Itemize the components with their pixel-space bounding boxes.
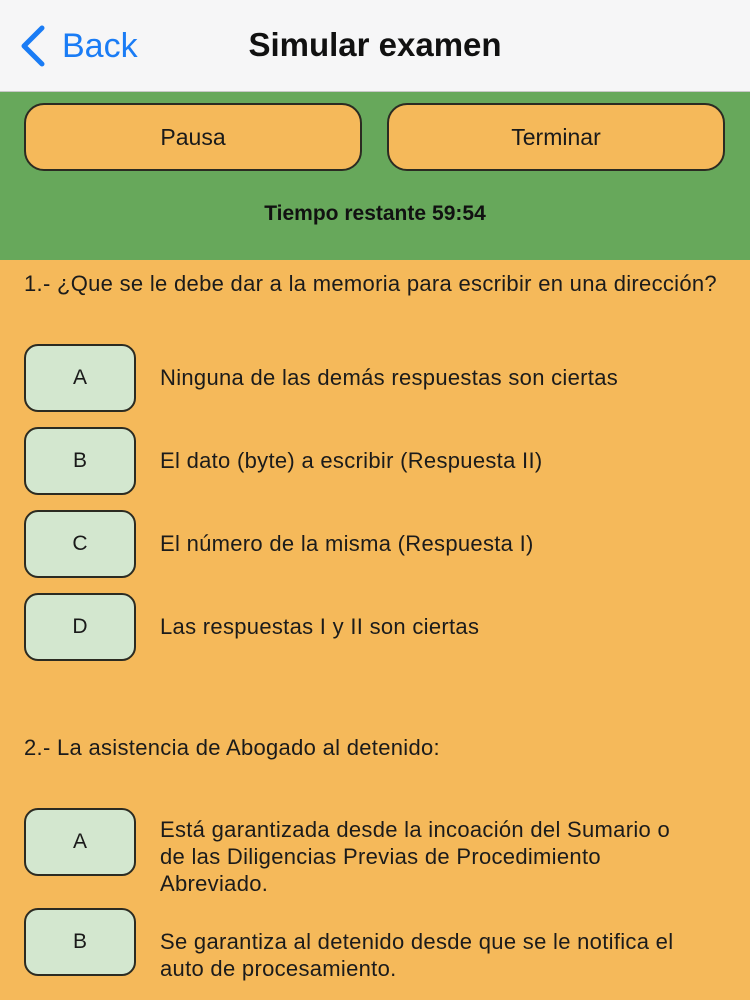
answer-button-c[interactable]: C (24, 510, 136, 578)
question-1-option-b (24, 427, 724, 495)
answer-text: Ninguna de las demás respuestas son ciertas (160, 365, 619, 390)
answer-text: Se garantiza al detenido desde que se le notifica el auto de procesamiento. (160, 929, 674, 981)
navigation-bar (0, 0, 750, 92)
answer-text: El número de la misma (Respuesta I) (160, 531, 534, 556)
timer-label: Tiempo restante (264, 202, 427, 225)
answer-text: Está garantizada desde la incoación del Sumario o de las Diligencias Previas de Procedimiento Abreviado. (160, 817, 671, 896)
pause-button[interactable]: Pausa (24, 103, 362, 171)
question-2-option-b (24, 908, 724, 981)
back-label: Back (62, 26, 138, 65)
finish-button[interactable]: Terminar (387, 103, 725, 171)
answer-button-d[interactable]: D (24, 593, 136, 661)
page-title: Simular examen (248, 26, 502, 63)
question-1-text: 1.- ¿Que se le debe dar a la memoria para escribir en una dirección? (24, 271, 717, 296)
question-2-option-a (24, 808, 724, 896)
exam-toolbar (0, 92, 750, 260)
answer-button-a[interactable]: A (24, 808, 136, 876)
question-2-text: 2.- La asistencia de Abogado al detenido: (24, 735, 440, 760)
timer (0, 202, 750, 226)
timer-value: 59:54 (432, 202, 486, 225)
question-1-option-c (24, 510, 724, 578)
question-1-option-d (24, 593, 724, 661)
answer-text: El dato (byte) a escribir (Respuesta II) (160, 448, 543, 473)
question-1-option-a (24, 344, 724, 412)
answer-button-b[interactable]: B (24, 427, 136, 495)
answer-text: Las respuestas I y II son ciertas (160, 614, 480, 639)
answer-button-b[interactable]: B (24, 908, 136, 976)
answer-button-a[interactable]: A (24, 344, 136, 412)
question-list (0, 260, 750, 1000)
